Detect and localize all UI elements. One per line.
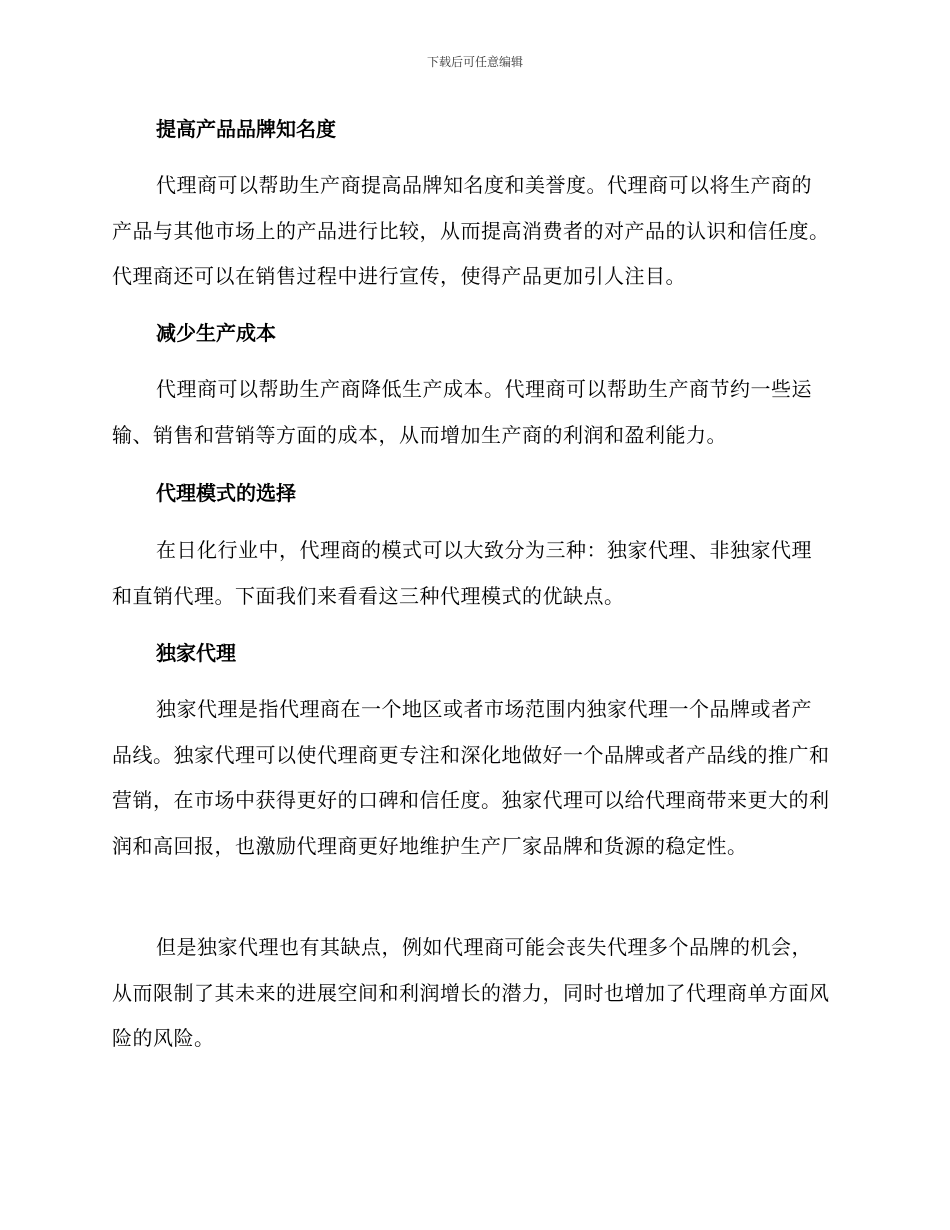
body-paragraph: 代理商可以帮助生产商提高品牌知名度和美誉度。代理商可以将生产商的产品与其他市场上的产品进行比较，从而提高消费者的对产品的认识和信任度。代理商还可以在销售过程中进行宣传，使得产品更加引人注目。 [112, 173, 830, 288]
section-heading: 代理模式的选择 [156, 481, 296, 505]
body-paragraph: 独家代理是指代理商在一个地区或者市场范围内独家代理一个品牌或者产品线。独家代理可以使代理商更专注和深化地做好一个品牌或者产品线的推广和营销，在市场中获得更好的口碑和信任度。独家代理可以给代理商带来更大的利润和高回报，也激励代理商更好地维护生产厂家品牌和货源的稳定性。 [112, 697, 830, 858]
section-heading: 独家代理 [156, 641, 236, 665]
body-paragraph: 代理商可以帮助生产商降低生产成本。代理商可以帮助生产商节约一些运输、销售和营销等方面的成本，从而增加生产商的利润和盈利能力。 [112, 377, 812, 447]
page-header-note: 下载后可任意编辑 [426, 55, 523, 69]
section-heading: 提高产品品牌知名度 [156, 117, 336, 141]
body-paragraph: 但是独家代理也有其缺点，例如代理商可能会丧失代理多个品牌的机会，从而限制了其未来的进展空间和利润增长的潜力，同时也增加了代理商单方面风险的风险。 [112, 935, 830, 1050]
section-heading: 减少生产成本 [156, 321, 276, 345]
body-paragraph: 在日化行业中，代理商的模式可以大致分为三种：独家代理、非独家代理和直销代理。下面我们来看看这三种代理模式的优缺点。 [112, 538, 812, 608]
